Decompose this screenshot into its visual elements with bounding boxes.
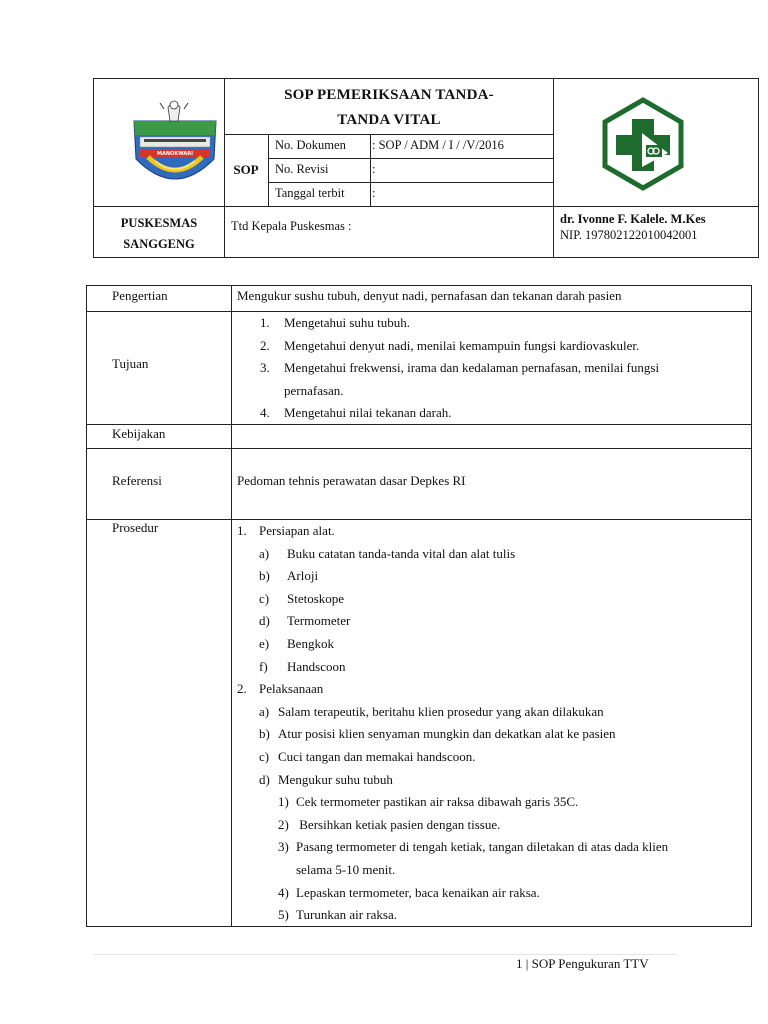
org-line-1: PUSKESMAS [120, 216, 198, 230]
row-label-pengertian: Pengertian [112, 288, 168, 303]
title-line-1: SOP PEMERIKSAAN TANDA- [284, 87, 494, 103]
list-item: 5) Turunkan air raksa. [278, 907, 397, 923]
list-item: a) Buku catatan tanda-tanda vital dan alat tulis [259, 545, 516, 561]
list-item: 2. Mengetahui denyut nadi, menilai kemampuin fungsi kardiovaskuler. [260, 337, 640, 353]
row-divider [87, 448, 751, 449]
field-label-dokumen: No. Dokumen [275, 138, 346, 152]
prosedur-list [237, 520, 668, 927]
divider [268, 182, 553, 183]
head-nip: NIP. 197802122010042001 [560, 228, 698, 242]
head-official [560, 209, 706, 243]
list-item: 1) Cek termometer pastikan air raksa dibawah garis 35C. [278, 794, 579, 810]
divider [370, 134, 371, 206]
list-item: d) Mengukur suhu tubuh [259, 771, 393, 787]
list-item: c) Cuci tangan dan memakai handscoon. [259, 748, 476, 764]
list-item: 3. Mengetahui frekwensi, irama dan kedalaman pernafasan, menilai fungsi [260, 360, 660, 375]
list-item: a) Salam terapeutik, beritahu klien prosedur yang akan dilakukan [259, 703, 604, 719]
procedure-step: 2. Pelaksanaan [237, 681, 324, 697]
procedure-step: 1. Persiapan alat. [237, 523, 335, 538]
footer-divider [93, 954, 676, 955]
list-item: 4) Lepaskan termometer, baca kenaikan air raksa. [278, 884, 540, 900]
field-value-revisi: : [372, 162, 376, 176]
column-divider [231, 286, 232, 926]
page-footer: 1 | SOP Pengukuran TTV [516, 956, 649, 971]
list-item: d) Termometer [259, 613, 351, 629]
row-label-prosedur: Prosedur [112, 520, 159, 535]
row-label-tujuan: Tujuan [112, 356, 149, 371]
sop-label: SOP [233, 162, 259, 177]
list-item: 1. Mengetahui suhu tubuh. [260, 315, 411, 330]
divider [268, 134, 269, 206]
referensi-text: Pedoman tehnis perawatan dasar Depkes RI [237, 473, 466, 488]
list-item: b) Atur posisi klien senyaman mungkin dan dekatkan alat ke pasien [259, 726, 616, 742]
divider [224, 134, 553, 135]
list-item: e) Bengkok [259, 635, 334, 651]
org-line-2: SANGGENG [123, 237, 195, 251]
regency-logo-icon [130, 99, 220, 194]
field-label-revisi: No. Revisi [275, 162, 329, 176]
field-label-tanggal: Tanggal terbit [275, 186, 345, 200]
document-title [224, 83, 554, 133]
logo-caption: MANOKWARI [156, 151, 194, 157]
sop-content-table [86, 285, 752, 927]
signature-label: Ttd Kepala Puskesmas : [231, 219, 352, 233]
field-value-tanggal: : [372, 186, 376, 200]
title-line-2: TANDA VITAL [337, 112, 441, 128]
field-value-dokumen: : SOP / ADM / I / /V/2016 [372, 138, 504, 152]
list-item: c) Stetoskope [259, 590, 345, 606]
tujuan-list [260, 312, 659, 425]
list-item: 4. Mengetahui nilai tekanan darah. [260, 405, 452, 420]
list-item: selama 5-10 menit. [296, 861, 396, 877]
list-item: b) Arloji [259, 568, 319, 584]
organization-name [94, 209, 224, 259]
row-label-kebijakan: Kebijakan [112, 426, 166, 441]
list-item: 3) Pasang termometer di tengah ketiak, tangan diletakan di atas dada klien [278, 839, 669, 855]
list-item: 2) Bersihkan ketiak pasien dengan tissue. [278, 816, 501, 832]
list-item: pernafasan. [284, 382, 344, 398]
head-name: dr. Ivonne F. Kalele. M.Kes [560, 212, 706, 226]
divider [94, 206, 758, 207]
pengertian-text: Mengukur sushu tubuh, denyut nadi, pernafasan dan tekanan darah pasien [237, 288, 622, 303]
list-item: f) Handscoon [259, 658, 346, 674]
divider [268, 158, 553, 159]
row-label-referensi: Referensi [112, 473, 162, 488]
sop-header [93, 78, 759, 258]
puskesmas-logo-icon [596, 97, 690, 191]
